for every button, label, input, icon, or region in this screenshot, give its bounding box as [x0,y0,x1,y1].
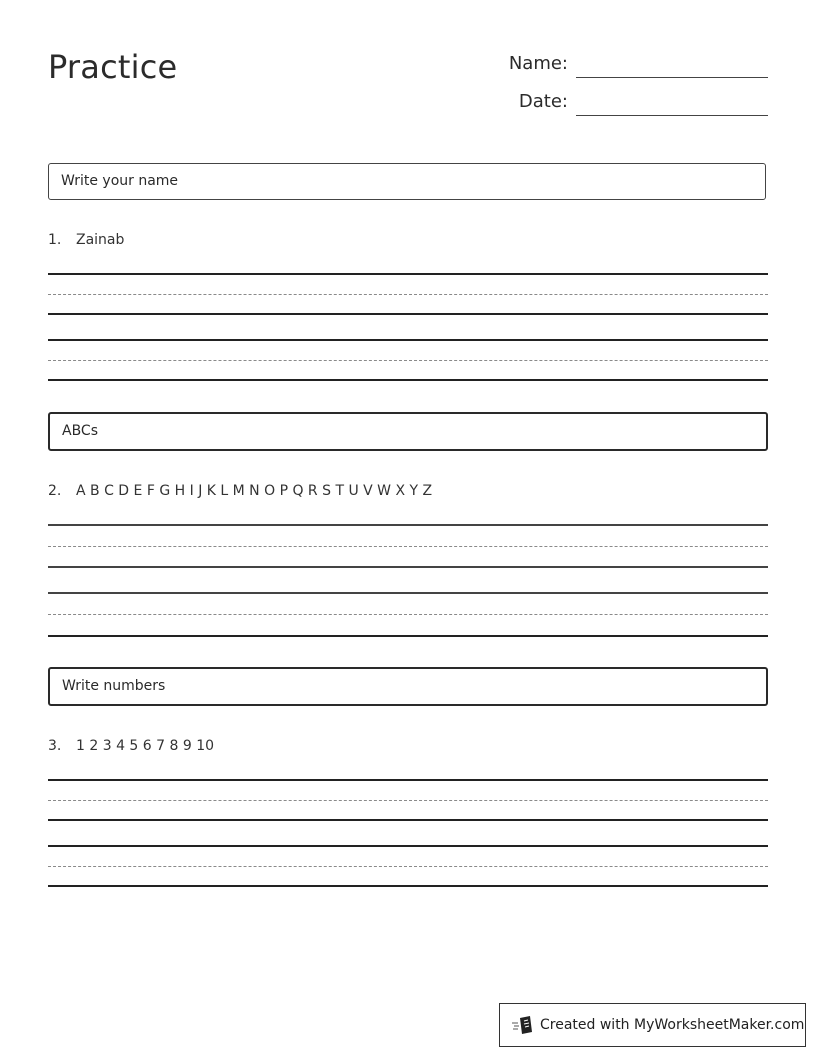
writing-line-base [48,379,768,381]
section-heading-box [48,163,766,200]
name-label: Name: [508,53,568,74]
writing-line-top [48,273,768,275]
date-write-line[interactable] [576,115,768,116]
writing-line-mid [48,360,768,361]
item-number: 3. [48,738,62,754]
item-number: 1. [48,232,62,248]
writing-line-base [48,566,768,568]
practice-item [48,738,214,754]
writing-line-mid [48,546,768,547]
practice-item [48,483,432,499]
writing-line-mid [48,614,768,615]
section-heading: Write your name [61,173,179,189]
writing-line-mid [48,800,768,801]
writing-line-base [48,635,768,637]
name-field[interactable] [480,54,768,78]
writing-line-top [48,339,768,341]
item-prompt: Zainab [76,232,125,248]
item-number: 2. [48,483,62,499]
footer-text: Created with MyWorksheetMaker.com [540,1017,805,1033]
page-title: Practice [48,48,178,86]
writing-line-top [48,779,768,781]
item-prompt: A B C D E F G H I J K L M N O P Q R S T U V W X Y Z [76,483,433,499]
footer-badge[interactable] [499,1003,806,1047]
writing-line-top [48,845,768,847]
date-label: Date: [518,91,568,112]
worksheet-logo-icon [512,1015,534,1035]
practice-item [48,232,124,248]
writing-line-base [48,313,768,315]
name-write-line[interactable] [576,77,768,78]
writing-line-base [48,819,768,821]
writing-line-top [48,592,768,594]
item-prompt: 1 2 3 4 5 6 7 8 9 10 [76,738,215,754]
section-heading-box [48,667,768,706]
writing-line-mid [48,866,768,867]
section-heading-box [48,412,768,451]
writing-line-mid [48,294,768,295]
section-heading: Write numbers [62,678,166,694]
writing-line-base [48,885,768,887]
section-heading: ABCs [62,423,99,439]
writing-line-top [48,524,768,526]
date-field[interactable] [480,92,768,116]
